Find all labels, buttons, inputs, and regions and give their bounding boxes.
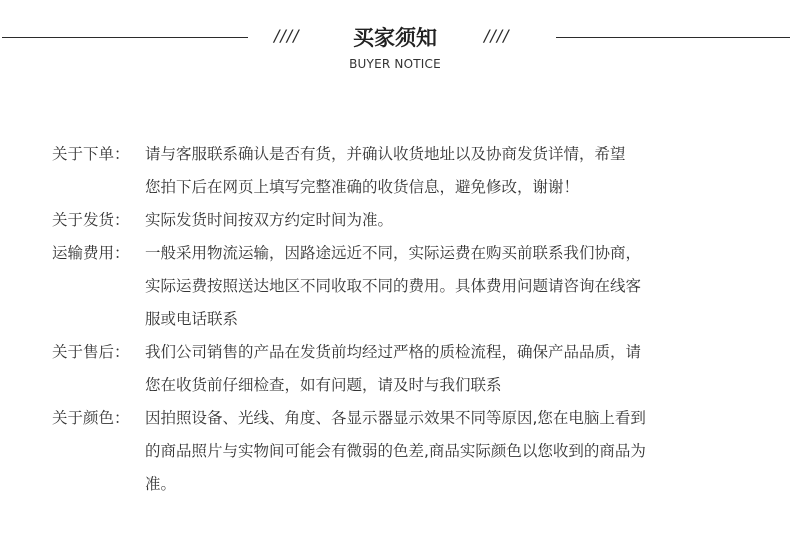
notice-line: 请与客服联系确认是否有货，并确认收货地址以及协商发货详情，希望 [145, 145, 626, 163]
notice-line: 您拍下后在网页上填写完整准确的收货信息，避免修改，谢谢！ [145, 178, 580, 196]
notice-text [145, 336, 752, 402]
left-slash-ornament: //// [274, 26, 300, 45]
notice-line: 实际发货时间按双方约定时间为准。 [145, 211, 394, 229]
notice-label: 关于颜色： [52, 409, 130, 427]
notice-freight [52, 237, 752, 336]
notice-label: 关于售后： [52, 343, 130, 361]
notice-line: 一般采用物流运输，因路途远近不同，实际运费在购买前联系我们协商， [145, 244, 642, 262]
notice-text [145, 204, 752, 237]
notice-line: 实际运费按照送达地区不同收取不同的费用。具体费用问题请咨询在线客 [145, 277, 642, 295]
notice-color [52, 402, 752, 501]
notice-list [52, 138, 752, 501]
notice-label: 关于下单： [52, 145, 130, 163]
notice-line: 准。 [145, 475, 177, 493]
notice-text [145, 138, 752, 204]
notice-label: 运输费用： [52, 244, 130, 262]
notice-header [0, 0, 790, 80]
page-title: 买家须知 [353, 26, 437, 50]
right-slash-ornament: //// [484, 26, 510, 45]
notice-after-sales [52, 336, 752, 402]
notice-shipping [52, 204, 752, 237]
notice-line: 服或电话联系 [145, 310, 239, 328]
page-subtitle: BUYER NOTICE [349, 57, 441, 71]
notice-ordering [52, 138, 752, 204]
notice-label: 关于发货： [52, 211, 130, 229]
notice-text [145, 402, 752, 501]
left-divider-line [2, 37, 248, 38]
notice-line: 因拍照设备、光线、角度、各显示器显示效果不同等原因,您在电脑上看到 [145, 409, 646, 427]
right-divider-line [556, 37, 790, 38]
notice-line: 的商品照片与实物间可能会有微弱的色差,商品实际颜色以您收到的商品为 [145, 442, 646, 460]
notice-text [145, 237, 752, 336]
notice-line: 我们公司销售的产品在发货前均经过严格的质检流程，确保产品品质，请 [145, 343, 642, 361]
notice-line: 您在收货前仔细检查，如有问题，请及时与我们联系 [145, 376, 502, 394]
